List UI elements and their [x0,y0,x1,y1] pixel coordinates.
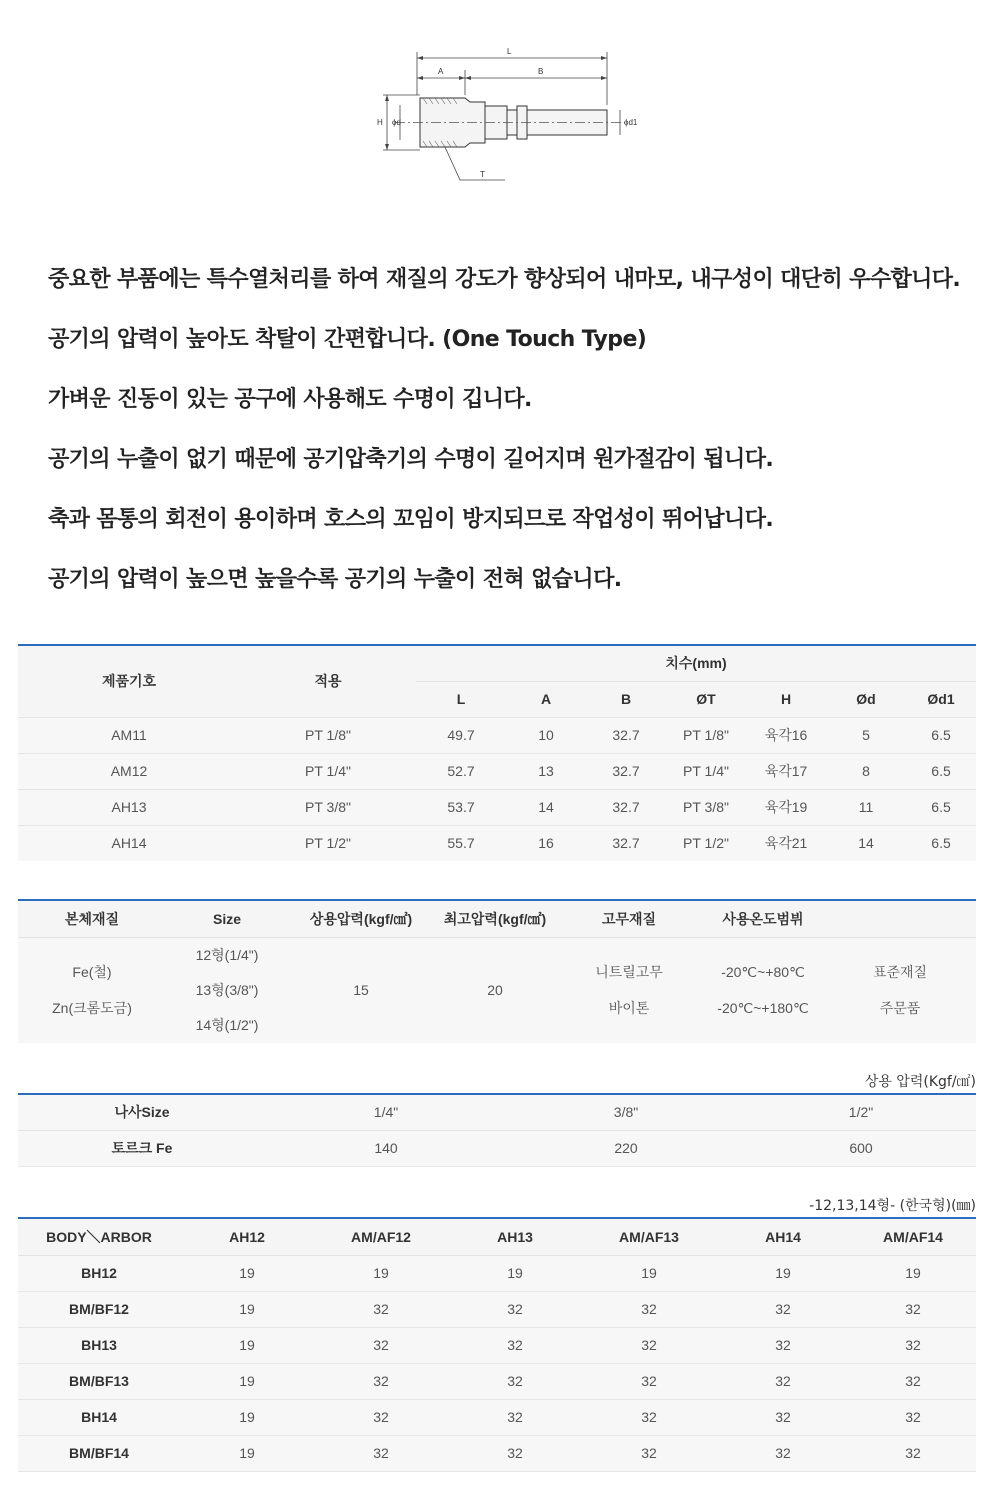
dim-label-B: B [538,67,544,76]
cell: 32 [582,1399,716,1435]
header-cell: AM/AF14 [850,1218,976,1255]
cell: 19 [716,1255,850,1291]
row-label: 나사Size [18,1094,266,1130]
header-rubber: 고무재질 [556,900,702,937]
cell: 32 [850,1399,976,1435]
cell: 32 [448,1435,582,1471]
table-row [18,1291,976,1327]
normal-pressure-cell: 15 [288,937,434,1043]
header-note [824,900,976,937]
cell: 19 [314,1255,448,1291]
cell: 32 [448,1327,582,1363]
header-cell: BODY＼ARBOR [18,1218,180,1255]
cell: 32 [448,1363,582,1399]
feature-item: 가벼운 진동이 있는 공구에 사용해도 수명이 깁니다. [48,387,532,412]
torque-unit-label: 상용 압력(Kgf/㎠) [864,1074,976,1090]
cell: 6.5 [906,825,976,861]
header-dim: L [416,681,506,717]
material-item: Zn(크롬도금) [52,1000,132,1016]
header-cell: AM/AF13 [582,1218,716,1255]
cell: 32 [448,1291,582,1327]
cell: 14 [506,789,586,825]
header-cell: AM/AF12 [314,1218,448,1255]
cell: AM11 [18,717,240,753]
feature-item: 축과 몸통의 회전이 용이하며 호스의 꼬임이 방지되므로 작업성이 뛰어납니다. [48,507,774,532]
table-row [18,937,976,1043]
dimensions-table [18,644,976,861]
cell: 32.7 [586,753,666,789]
cell: 32 [850,1363,976,1399]
cell: 10 [506,717,586,753]
cell: 19 [448,1255,582,1291]
header-apply: 적용 [314,673,342,690]
table-row [18,1327,976,1363]
cell: 32 [716,1291,850,1327]
header-dim: ØT [666,681,746,717]
cell: 16 [506,825,586,861]
feature-item: 공기의 압력이 높아도 착탈이 간편합니다. (One Touch Type) [48,327,647,352]
table-row [18,1363,976,1399]
header-temp-range: 사용온도범뷔 [702,900,824,937]
cell: 32 [850,1435,976,1471]
cell: AM12 [18,753,240,789]
cell: 6.5 [906,717,976,753]
header-max-pressure: 최고압력(kgf/㎠) [434,900,556,937]
dim-label-T: T [480,170,485,179]
cell: 32 [314,1399,448,1435]
table-row [18,1255,976,1291]
cell: 1/4" [266,1094,506,1130]
feature-item: 중요한 부품에는 특수열처리를 하여 재질의 강도가 향상되어 내마모, 내구성이 대단히 우수합니다. [48,267,961,292]
dim-label-A: A [438,67,444,76]
cell: 육각21 [746,825,826,861]
table-row [18,1399,976,1435]
table-row [18,1094,976,1130]
header-normal-pressure: 상용압력(kgf/㎠) [288,900,434,937]
header-product-code: 제품기호 [101,673,157,690]
cell: 32 [314,1363,448,1399]
table-row [18,789,976,825]
cell: 8 [826,753,906,789]
compatibility-table [18,1217,976,1472]
cell: 32 [850,1291,976,1327]
row-label: BM/BF14 [18,1435,180,1471]
dim-label-H: H [377,118,383,127]
cell: 19 [180,1291,314,1327]
cell: 32 [582,1363,716,1399]
note-cell [824,937,976,1043]
cell: 53.7 [416,789,506,825]
cell: PT 1/4" [666,753,746,789]
cell: 19 [180,1435,314,1471]
cell: 1/2" [746,1094,976,1130]
cell: 32.7 [586,717,666,753]
header-size: Size [166,900,288,937]
cell: 19 [180,1363,314,1399]
cell: 32 [582,1327,716,1363]
size-item: 12형(1/4") [195,946,259,963]
cell: 6.5 [906,789,976,825]
temp-item: -20℃~+180℃ [717,1000,809,1016]
cell: 14 [826,825,906,861]
cell: PT 3/8" [240,789,416,825]
feature-list [48,262,988,622]
cell: PT 1/8" [240,717,416,753]
cell: PT 3/8" [666,789,746,825]
cell: 6.5 [906,753,976,789]
cell: PT 1/8" [666,717,746,753]
note-item: 표준재질 [872,964,928,980]
header-cell: AH14 [716,1218,850,1255]
table-row [18,1130,976,1166]
cell: 육각19 [746,789,826,825]
header-dim: A [506,681,586,717]
cell: 600 [746,1130,976,1166]
table-row [18,825,976,861]
cell: 220 [506,1130,746,1166]
table-row [18,1435,976,1471]
feature-item: 공기의 압력이 높으면 높을수록 공기의 누출이 전혀 없습니다. [48,567,622,592]
header-body-material: 본체재질 [18,900,166,937]
header-dim: Ød1 [906,681,976,717]
cell: 32 [850,1327,976,1363]
temp-cell [702,937,824,1043]
cell: 19 [180,1327,314,1363]
cell: 32 [716,1399,850,1435]
size-item: 14형(1/2") [195,1016,259,1033]
max-pressure-cell: 20 [434,937,556,1043]
material-item: Fe(철) [72,964,112,980]
cell: 19 [180,1255,314,1291]
cell: 3/8" [506,1094,746,1130]
cell: PT 1/2" [666,825,746,861]
rubber-item: 니트릴고무 [595,964,663,980]
row-label: BM/BF12 [18,1291,180,1327]
table-row [18,753,976,789]
fitting-drawing-svg [335,40,645,185]
size-item: 13형(3/8") [195,981,259,998]
dim-label-L: L [507,47,512,56]
cell: 55.7 [416,825,506,861]
row-label: 토르크 Fe [18,1130,266,1166]
feature-item: 공기의 누출이 없기 때문에 공기압축기의 수명이 길어지며 원가절감이 됩니다. [48,447,774,472]
cell: 32 [314,1291,448,1327]
cell: PT 1/4" [240,753,416,789]
cell: PT 1/2" [240,825,416,861]
sizes-cell [166,937,288,1043]
cell: 5 [826,717,906,753]
cell: 32.7 [586,825,666,861]
table-row [18,717,976,753]
torque-table [18,1093,976,1167]
cell: AH13 [18,789,240,825]
rubber-cell [556,937,702,1043]
cell: 32.7 [586,789,666,825]
cell: 19 [180,1399,314,1435]
cell: AH14 [18,825,240,861]
cell: 140 [266,1130,506,1166]
temp-item: -20℃~+80℃ [721,964,805,980]
dim-label-d1: ϕd1 [624,118,638,127]
row-label: BH14 [18,1399,180,1435]
cell: 19 [582,1255,716,1291]
cell: 32 [314,1327,448,1363]
materials-cell [18,937,166,1043]
cell: 32 [716,1435,850,1471]
cell: 32 [716,1327,850,1363]
row-label: BM/BF13 [18,1363,180,1399]
header-cell: AH13 [448,1218,582,1255]
cell: 19 [850,1255,976,1291]
dim-label-d: ϕd [392,118,401,127]
cell: 52.7 [416,753,506,789]
header-dimensions: 치수(mm) [665,655,727,672]
header-cell: AH12 [180,1218,314,1255]
cell: 32 [448,1399,582,1435]
fitting-drawing [335,40,645,185]
row-label: BH13 [18,1327,180,1363]
cell: 육각16 [746,717,826,753]
spec-table [18,899,976,1043]
header-dim: B [586,681,666,717]
cell: 32 [716,1363,850,1399]
note-item: 주문품 [879,1000,921,1016]
cell: 11 [826,789,906,825]
row-label: BH12 [18,1255,180,1291]
header-dim: Ød [826,681,906,717]
rubber-item: 바이톤 [608,1000,650,1016]
cell: 32 [314,1435,448,1471]
cell: 13 [506,753,586,789]
cell: 49.7 [416,717,506,753]
cell: 육각17 [746,753,826,789]
cell: 32 [582,1435,716,1471]
compat-unit-label: -12,13,14형- (한국형)(㎜) [809,1198,976,1214]
header-dim: H [746,681,826,717]
cell: 32 [582,1291,716,1327]
